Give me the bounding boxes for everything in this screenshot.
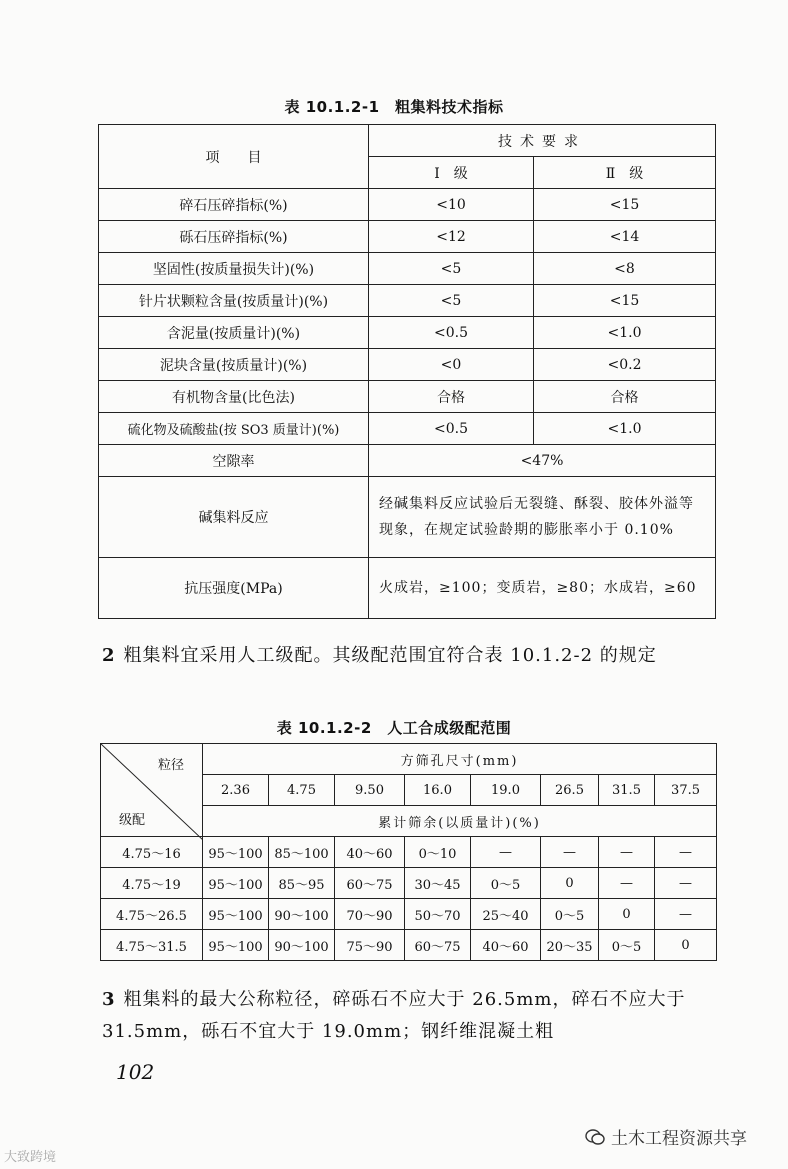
grade2-value: <8 — [534, 253, 716, 285]
table-row — [99, 349, 716, 381]
cell-value: 40～60 — [335, 837, 405, 868]
row-name: 含泥量(按质量计)(%) — [99, 317, 369, 349]
grade1-value: <12 — [369, 221, 534, 253]
grade2-value: <1.0 — [534, 317, 716, 349]
grade2-value: <0.2 — [534, 349, 716, 381]
cell-value: 95～100 — [203, 930, 269, 961]
header-requirements: 技术要求 — [369, 125, 716, 157]
void-ratio-label: 空隙率 — [99, 445, 369, 477]
table2-caption: 表 10.1.2-2 人工合成级配范围 — [276, 719, 512, 737]
row-name: 针片状颗粒含量(按质量计)(%) — [99, 285, 369, 317]
paragraph-3-text: 粗集料的最大公称粒径，碎砾石不应大于 26.5mm，碎石不应大于 31.5mm，砾石不宜大于 19.0mm；钢纤维混凝土粗 — [102, 989, 686, 1042]
paragraph-2 — [102, 640, 720, 672]
grade1-value: <0.5 — [369, 317, 534, 349]
cell-value: 0～5 — [541, 899, 599, 930]
grade-label: 4.75～26.5 — [101, 899, 203, 930]
coarse-aggregate-spec-table — [98, 124, 716, 619]
row-name: 砾石压碎指标(%) — [99, 221, 369, 253]
cell-value: 90～100 — [269, 930, 335, 961]
cell-value: 20～35 — [541, 930, 599, 961]
cell-value: 30～45 — [405, 868, 471, 899]
grade2-value: <15 — [534, 285, 716, 317]
grade2-value: <14 — [534, 221, 716, 253]
table-row — [99, 445, 716, 477]
cell-value: — — [599, 868, 655, 899]
sieve-size: 16.0 — [405, 775, 471, 806]
grade1-value: <5 — [369, 253, 534, 285]
cell-value: 50～70 — [405, 899, 471, 930]
cell-value: 40～60 — [471, 930, 541, 961]
sieve-size: 19.0 — [471, 775, 541, 806]
page-number: 102 — [116, 1060, 155, 1084]
grade1-value: <10 — [369, 189, 534, 221]
row-name: 碎石压碎指标(%) — [99, 189, 369, 221]
table-row — [99, 413, 716, 445]
alkali-reaction-value: 经碱集料反应试验后无裂缝、酥裂、胶体外溢等现象，在规定试验龄期的膨胀率小于 0.10% — [369, 477, 716, 558]
grade1-value: 合格 — [369, 381, 534, 413]
cell-value: 60～75 — [405, 930, 471, 961]
header-grade-1: Ⅰ 级 — [369, 157, 534, 189]
cell-value: — — [471, 837, 541, 868]
cell-value: 60～75 — [335, 868, 405, 899]
corner-bottom-label: 级配 — [119, 813, 146, 828]
table-row — [99, 381, 716, 413]
row-name: 硫化物及硫酸盐(按 SO3 质量计)(%) — [99, 413, 369, 445]
alkali-reaction-label: 碱集料反应 — [99, 477, 369, 558]
cell-value: 85～100 — [269, 837, 335, 868]
row-name: 泥块含量(按质量计)(%) — [99, 349, 369, 381]
cell-value: 0 — [599, 899, 655, 930]
cell-value: 0 — [541, 868, 599, 899]
sieve-header: 方筛孔尺寸(mm) — [203, 744, 717, 775]
sieve-size: 37.5 — [655, 775, 717, 806]
row-name: 坚固性(按质量损失计)(%) — [99, 253, 369, 285]
cell-value: 75～90 — [335, 930, 405, 961]
watermark-right-text: 土木工程资源共享 — [611, 1129, 747, 1149]
header-item: 项 目 — [99, 125, 369, 189]
cell-value: — — [655, 837, 717, 868]
table-row — [101, 837, 717, 868]
grade1-value: <0 — [369, 349, 534, 381]
table-row — [99, 285, 716, 317]
grade2-value: <1.0 — [534, 413, 716, 445]
table-row — [101, 930, 717, 961]
cell-value: 90～100 — [269, 899, 335, 930]
table-row — [99, 221, 716, 253]
cell-value: 95～100 — [203, 837, 269, 868]
residue-header: 累计筛余(以质量计)(%) — [203, 806, 717, 837]
paragraph-3-number: 3 — [102, 989, 116, 1010]
compressive-strength-label: 抗压强度(MPa) — [99, 558, 369, 619]
corner-header — [101, 744, 203, 837]
grade-label: 4.75～19 — [101, 868, 203, 899]
paragraph-2-text: 粗集料宜采用人工级配。其级配范围宜符合表 10.1.2-2 的规定 — [123, 645, 657, 666]
sieve-size: 4.75 — [269, 775, 335, 806]
table1-caption: 表 10.1.2-1 粗集料技术指标 — [284, 98, 504, 116]
compressive-strength-value: 火成岩，≥100；变质岩，≥80；水成岩，≥60 — [369, 558, 716, 619]
cell-value: 95～100 — [203, 868, 269, 899]
sieve-size: 2.36 — [203, 775, 269, 806]
grade2-value: 合格 — [534, 381, 716, 413]
void-ratio-value: <47% — [369, 445, 716, 477]
table-row — [99, 558, 716, 619]
cell-value: 95～100 — [203, 899, 269, 930]
paragraph-2-number: 2 — [102, 645, 116, 666]
table-row — [101, 868, 717, 899]
cell-value: — — [541, 837, 599, 868]
sieve-size: 9.50 — [335, 775, 405, 806]
table-row — [101, 899, 717, 930]
cell-value: 70～90 — [335, 899, 405, 930]
watermark-right — [585, 1124, 747, 1149]
table-row — [99, 189, 716, 221]
corner-top-label: 粒径 — [157, 758, 184, 773]
table-row — [99, 477, 716, 558]
cell-value: 0～5 — [471, 868, 541, 899]
watermark-left: 大致跨境 — [4, 1150, 57, 1165]
gradation-range-table — [100, 743, 717, 961]
cell-value: — — [599, 837, 655, 868]
grade-label: 4.75～16 — [101, 837, 203, 868]
header-grade-2: Ⅱ 级 — [534, 157, 716, 189]
cell-value: 0 — [655, 930, 717, 961]
sieve-size: 26.5 — [541, 775, 599, 806]
diagonal-line — [101, 744, 203, 840]
wechat-icon — [585, 1128, 605, 1146]
row-name: 有机物含量(比色法) — [99, 381, 369, 413]
grade1-value: <5 — [369, 285, 534, 317]
cell-value: — — [655, 899, 717, 930]
table-row — [99, 317, 716, 349]
paragraph-3 — [102, 984, 720, 1048]
cell-value: 25～40 — [471, 899, 541, 930]
grade1-value: <0.5 — [369, 413, 534, 445]
cell-value: — — [655, 868, 717, 899]
cell-value: 0～5 — [599, 930, 655, 961]
cell-value: 85～95 — [269, 868, 335, 899]
grade2-value: <15 — [534, 189, 716, 221]
grade-label: 4.75～31.5 — [101, 930, 203, 961]
table-row — [99, 253, 716, 285]
cell-value: 0～10 — [405, 837, 471, 868]
sieve-size: 31.5 — [599, 775, 655, 806]
